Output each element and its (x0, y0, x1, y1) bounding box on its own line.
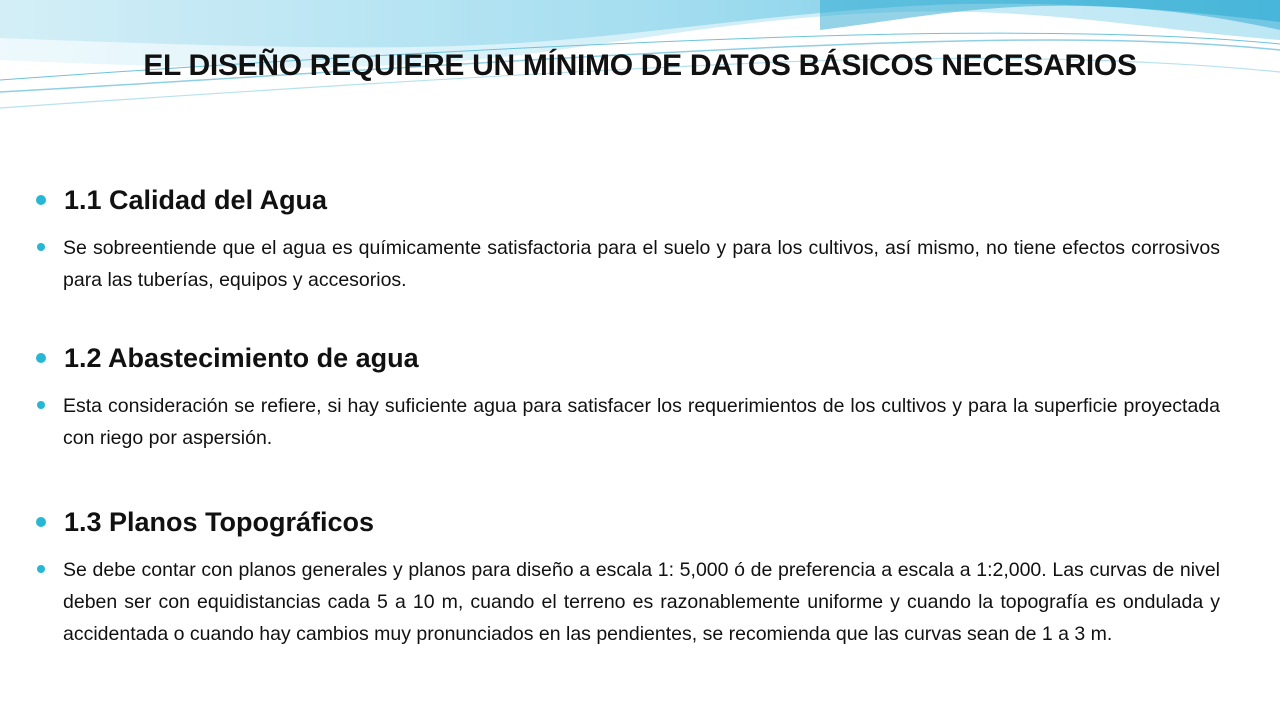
bullet-icon (37, 565, 45, 573)
heading-row (36, 178, 1220, 222)
section-abastecimiento-agua (36, 336, 1220, 454)
section-heading: 1.1 Calidad del Agua (64, 184, 328, 215)
section-planos-topograficos (36, 500, 1220, 650)
section-text: Se debe contar con planos generales y planos para diseño a escala 1: 5,000 ó de preferencia a escala a 1:2,000. Las curvas de nivel deben ser con equidistancias cada 5 a 10 m, cuando el terreno es razonablemente uniforme y cuando la topografía es ondulada y accidentada o cuando hay cambios muy pronunciados en las pendientes, se recomienda que las curvas sean de 1 a 3 m. (63, 559, 1220, 645)
bullet-icon (37, 243, 45, 251)
bullet-icon (37, 401, 45, 409)
section-text: Se sobreentiende que el agua es químicamente satisfactoria para el suelo y para los cultivos, así mismo, no tiene efectos corrosivos para las tuberías, equipos y accesorios. (63, 237, 1220, 291)
slide-title: EL DISEÑO REQUIERE UN MÍNIMO DE DATOS BÁSICOS NECESARIOS (143, 49, 1137, 82)
body-row (36, 232, 1220, 296)
section-heading: 1.2 Abastecimiento de agua (64, 342, 419, 373)
heading-row (36, 336, 1220, 380)
heading-row (36, 500, 1220, 544)
content-list (36, 178, 1220, 690)
body-row (36, 554, 1220, 650)
bullet-icon (36, 353, 46, 363)
section-text: Esta consideración se refiere, si hay suficiente agua para satisfacer los requerimientos de los cultivos y para la superficie proyectada con riego por aspersión. (63, 395, 1220, 449)
section-calidad-agua (36, 178, 1220, 296)
body-row (36, 390, 1220, 454)
bullet-icon (36, 195, 46, 205)
bullet-icon (36, 517, 46, 527)
section-heading: 1.3 Planos Topográficos (64, 506, 375, 537)
